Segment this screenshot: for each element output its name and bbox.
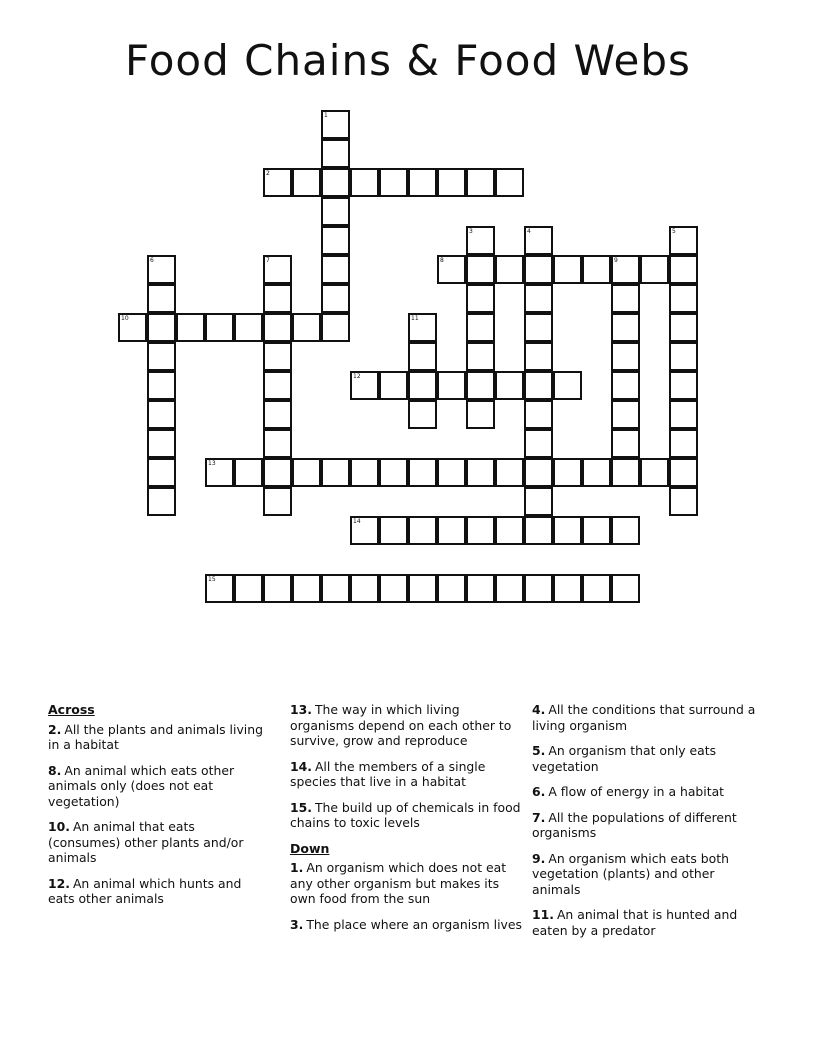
crossword-cell[interactable] [234, 458, 263, 487]
clue-down-4: 4. All the conditions that surround a living organism [532, 702, 756, 733]
crossword-cell[interactable] [669, 313, 698, 342]
crossword-cell[interactable] [321, 255, 350, 284]
crossword-cell[interactable] [669, 458, 698, 487]
crossword-cell[interactable] [495, 458, 524, 487]
crossword-cell[interactable] [524, 429, 553, 458]
clue-column-2 [290, 702, 525, 942]
clue-across-12: 12. An animal which hunts and eats other animals [48, 875, 242, 906]
crossword-cell[interactable] [437, 371, 466, 400]
cell-number: 5 [672, 228, 676, 235]
cell-number: 1 [324, 112, 328, 119]
crossword-cell[interactable] [466, 574, 495, 603]
crossword-cell[interactable] [292, 313, 321, 342]
cell-number: 8 [440, 257, 444, 264]
cell-number: 10 [121, 315, 129, 322]
crossword-cell[interactable] [234, 574, 263, 603]
crossword-cell[interactable] [611, 400, 640, 429]
crossword-cell[interactable] [263, 371, 292, 400]
crossword-cell[interactable] [321, 168, 350, 197]
crossword-cell[interactable] [669, 487, 698, 516]
clue-column-3 [532, 702, 764, 948]
crossword-cell[interactable] [611, 284, 640, 313]
crossword-cell[interactable] [321, 226, 350, 255]
crossword-cell[interactable] [466, 284, 495, 313]
crossword-cell[interactable] [553, 371, 582, 400]
crossword-cell[interactable] [321, 574, 350, 603]
crossword-cell[interactable] [611, 574, 640, 603]
crossword-cell[interactable] [263, 342, 292, 371]
clue-down-7: 7. All the populations of different organisms [532, 809, 737, 840]
clue-down-1: 1. An organism which does not eat any other organism but makes its own food from the sun [290, 860, 507, 906]
crossword-cell[interactable] [466, 255, 495, 284]
crossword-cell[interactable] [118, 313, 147, 342]
crossword-cell[interactable] [350, 371, 379, 400]
cell-number: 14 [353, 518, 361, 525]
clue-across-14: 14. All the members of a single species that live in a habitat [290, 758, 486, 789]
crossword-cell[interactable] [495, 371, 524, 400]
clue-down-6: 6. A flow of energy in a habitat [532, 784, 725, 799]
cell-number: 9 [614, 257, 618, 264]
crossword-cell[interactable] [379, 168, 408, 197]
cell-number: 15 [208, 576, 216, 583]
crossword-cell[interactable] [611, 342, 640, 371]
cell-number: 12 [353, 373, 361, 380]
crossword-cell[interactable] [611, 313, 640, 342]
crossword-cell[interactable] [524, 226, 553, 255]
cell-number: 11 [411, 315, 419, 322]
crossword-cell[interactable] [321, 284, 350, 313]
crossword-cell[interactable] [321, 458, 350, 487]
crossword-cell[interactable] [321, 110, 350, 139]
crossword-cell[interactable] [205, 574, 234, 603]
crossword-cell[interactable] [437, 458, 466, 487]
crossword-cell[interactable] [263, 487, 292, 516]
crossword-cell[interactable] [205, 458, 234, 487]
crossword-cell[interactable] [466, 168, 495, 197]
cell-number: 2 [266, 170, 270, 177]
crossword-cell[interactable] [669, 429, 698, 458]
across-heading: Across [48, 702, 95, 717]
crossword-cell[interactable] [408, 168, 437, 197]
cell-number: 13 [208, 460, 216, 467]
crossword-cell[interactable] [669, 371, 698, 400]
clue-down-5: 5. An organism that only eats vegetation [532, 743, 717, 774]
crossword-cell[interactable] [524, 458, 553, 487]
crossword-cell[interactable] [669, 284, 698, 313]
crossword-cell[interactable] [466, 226, 495, 255]
crossword-cell[interactable] [321, 313, 350, 342]
crossword-cell[interactable] [292, 168, 321, 197]
crossword-cell[interactable] [205, 313, 234, 342]
crossword-cell[interactable] [524, 371, 553, 400]
crossword-cell[interactable] [350, 458, 379, 487]
crossword-cell[interactable] [408, 313, 437, 342]
crossword-cell[interactable] [466, 313, 495, 342]
crossword-cell[interactable] [176, 313, 205, 342]
page-title: Food Chains & Food Webs [125, 36, 691, 85]
crossword-cell[interactable] [640, 255, 669, 284]
crossword-cell[interactable] [669, 255, 698, 284]
crossword-cell[interactable] [437, 168, 466, 197]
crossword-cell[interactable] [263, 168, 292, 197]
crossword-cell[interactable] [611, 458, 640, 487]
crossword-cell[interactable] [263, 400, 292, 429]
crossword-cell[interactable] [466, 342, 495, 371]
crossword-cell[interactable] [611, 371, 640, 400]
crossword-cell[interactable] [408, 342, 437, 371]
crossword-cell[interactable] [321, 197, 350, 226]
crossword-cell[interactable] [147, 400, 176, 429]
crossword-cell[interactable] [379, 516, 408, 545]
crossword-cell[interactable] [466, 371, 495, 400]
crossword-cell[interactable] [147, 487, 176, 516]
crossword-cell[interactable] [263, 255, 292, 284]
crossword-cell[interactable] [582, 574, 611, 603]
clue-across-2: 2. All the plants and animals living in a habitat [48, 721, 263, 752]
crossword-cell[interactable] [495, 168, 524, 197]
crossword-cell[interactable] [669, 342, 698, 371]
crossword-cell[interactable] [524, 574, 553, 603]
crossword-cell[interactable] [408, 458, 437, 487]
cell-number: 3 [469, 228, 473, 235]
clue-down-3: 3. The place where an organism lives [290, 916, 522, 932]
crossword-cell[interactable] [553, 516, 582, 545]
clue-across-15: 15. The build up of chemicals in food chains to toxic levels [290, 799, 521, 830]
crossword-cell[interactable] [147, 255, 176, 284]
crossword-cell[interactable] [524, 516, 553, 545]
crossword-cell[interactable] [466, 516, 495, 545]
cell-number: 7 [266, 257, 270, 264]
crossword-cell[interactable] [263, 458, 292, 487]
crossword-cell[interactable] [292, 574, 321, 603]
crossword-cell[interactable] [553, 458, 582, 487]
crossword-cell[interactable] [669, 400, 698, 429]
crossword-cell[interactable] [147, 284, 176, 313]
crossword-cell[interactable] [263, 284, 292, 313]
crossword-cell[interactable] [495, 516, 524, 545]
crossword-cell[interactable] [524, 313, 553, 342]
crossword-cell[interactable] [234, 313, 263, 342]
crossword-cell[interactable] [263, 313, 292, 342]
crossword-cell[interactable] [350, 516, 379, 545]
crossword-cell[interactable] [466, 400, 495, 429]
crossword-cell[interactable] [466, 458, 495, 487]
crossword-cell[interactable] [437, 255, 466, 284]
crossword-cell[interactable] [582, 255, 611, 284]
clue-down-11: 11. An animal that is hunted and eaten by a predator [532, 907, 738, 938]
crossword-cell[interactable] [524, 342, 553, 371]
crossword-cell[interactable] [263, 429, 292, 458]
crossword-cell[interactable] [408, 371, 437, 400]
crossword-cell[interactable] [321, 139, 350, 168]
crossword-cell[interactable] [611, 255, 640, 284]
clue-across-10: 10. An animal that eats (consumes) other plants and/or animals [48, 819, 244, 865]
crossword-cell[interactable] [263, 574, 292, 603]
crossword-cell[interactable] [669, 226, 698, 255]
crossword-cell[interactable] [147, 458, 176, 487]
crossword-cell[interactable] [292, 458, 321, 487]
crossword-cell[interactable] [640, 458, 669, 487]
clue-across-13: 13. The way in which living organisms depend on each other to survive, grow and reproduce [290, 702, 512, 748]
clue-across-8: 8. An animal which eats other animals only (does not eat vegetation) [48, 762, 235, 809]
crossword-cell[interactable] [379, 371, 408, 400]
clue-column-1 [48, 702, 270, 917]
crossword-cell[interactable] [350, 168, 379, 197]
crossword-cell[interactable] [350, 574, 379, 603]
crossword-cell[interactable] [408, 574, 437, 603]
crossword-cell[interactable] [495, 255, 524, 284]
clue-down-9: 9. An organism which eats both vegetation (plants) and other animals [532, 850, 729, 897]
crossword-cell[interactable] [147, 313, 176, 342]
crossword-cell[interactable] [524, 284, 553, 313]
crossword-cell[interactable] [553, 255, 582, 284]
cell-number: 4 [527, 228, 531, 235]
cell-number: 6 [150, 257, 154, 264]
down-heading: Down [290, 840, 330, 856]
crossword-cell[interactable] [408, 516, 437, 545]
crossword-cell[interactable] [379, 574, 408, 603]
crossword-cell[interactable] [147, 342, 176, 371]
crossword-cell[interactable] [524, 400, 553, 429]
crossword-cell[interactable] [437, 516, 466, 545]
crossword-cell[interactable] [147, 429, 176, 458]
crossword-cell[interactable] [611, 429, 640, 458]
crossword-cell[interactable] [408, 400, 437, 429]
crossword-cell[interactable] [437, 574, 466, 603]
crossword-cell[interactable] [147, 371, 176, 400]
crossword-cell[interactable] [611, 516, 640, 545]
crossword-cell[interactable] [524, 487, 553, 516]
crossword-cell[interactable] [582, 516, 611, 545]
crossword-cell[interactable] [524, 255, 553, 284]
crossword-cell[interactable] [379, 458, 408, 487]
crossword-cell[interactable] [553, 574, 582, 603]
crossword-cell[interactable] [582, 458, 611, 487]
crossword-cell[interactable] [495, 574, 524, 603]
